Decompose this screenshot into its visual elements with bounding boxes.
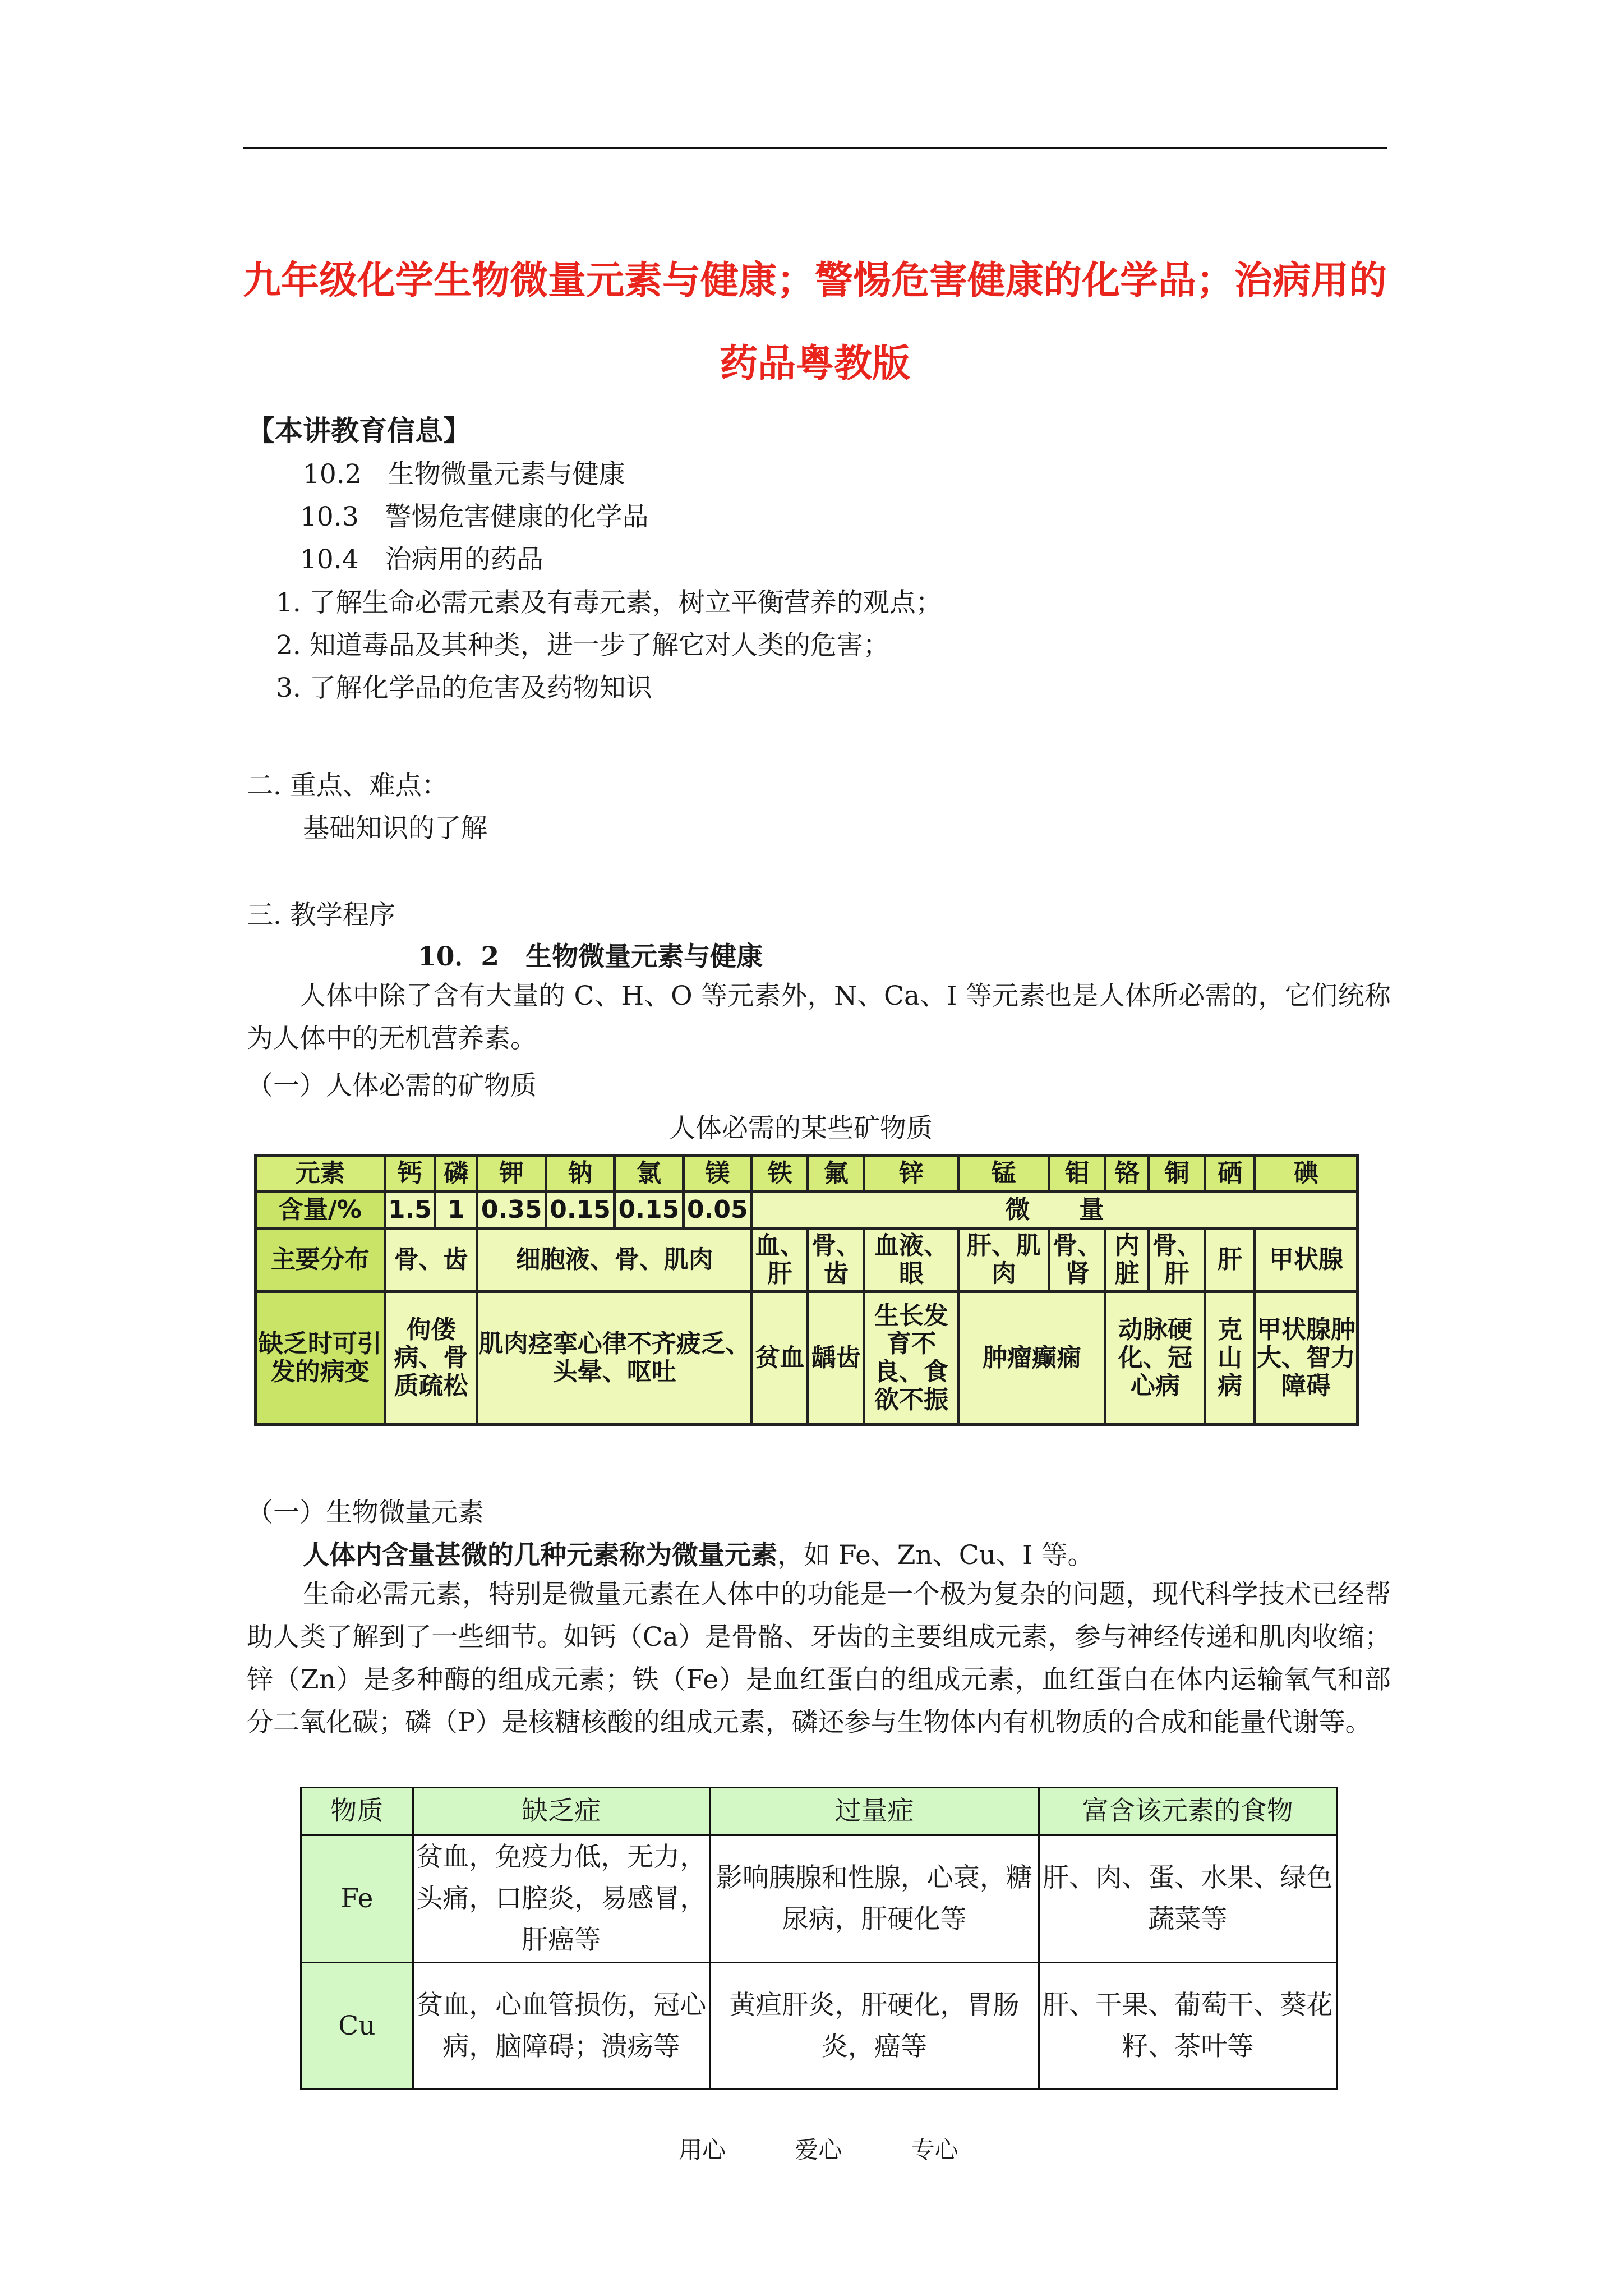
trace-definition-bold: 人体内含量甚微的几种元素称为微量元素: [303, 1540, 777, 1571]
topic-item: 10.3 警惕危害健康的化学品: [300, 501, 649, 532]
element-cell: 氟: [808, 1156, 864, 1192]
disease-cell: 生长发育不良、食欲不振: [864, 1292, 958, 1425]
deficiency-cell: 贫血，心血管损伤，冠心病，脑障碍；溃疡等: [413, 1963, 709, 2090]
footer-item: 用心: [679, 2136, 726, 2164]
excess-cell: 黄疸肝炎，肝硬化，胃肠炎，癌等: [709, 1963, 1039, 2090]
deficiency-cell: 贫血，免疫力低，无力，头痛，口腔炎，易感冒，肝癌等: [413, 1835, 709, 1963]
content-cell: 0.35: [477, 1192, 546, 1228]
distribution-cell: 肝、肌肉: [958, 1228, 1049, 1292]
element-cell: 碘: [1255, 1156, 1357, 1192]
goal-item: 2. 知道毒品及其种类，进一步了解它对人类的危害；: [276, 630, 889, 661]
footer-item: 爱心: [795, 2136, 842, 2164]
mineral-table: [254, 1154, 1359, 1426]
trace-definition: [303, 1539, 1094, 1572]
element-cell: 铬: [1105, 1156, 1149, 1192]
element-cell: 钼: [1049, 1156, 1105, 1192]
element-cell: 钙: [385, 1156, 435, 1192]
intro-paragraph: 人体中除了含有大量的 C、H、O 等元素外，N、Ca、I 等元素也是人体所必需的，它们统称为人体中的无机营养素。: [247, 981, 1391, 1054]
distribution-cell: 甲状腺: [1255, 1228, 1357, 1292]
distribution-cell: 骨、齿: [385, 1228, 477, 1292]
distribution-cell: 细胞液、骨、肌肉: [477, 1228, 752, 1292]
disease-label: 缺乏时可引发的病变: [256, 1292, 385, 1425]
mineral-header-label: 元素: [256, 1156, 385, 1192]
page-title-line-2: 药品粤教版: [719, 341, 910, 386]
distribution-label: 主要分布: [256, 1228, 385, 1292]
content-cell: 0.15: [615, 1192, 683, 1228]
content-cell: 1: [435, 1192, 477, 1228]
nutrient-element-cell: Cu: [301, 1963, 413, 2090]
nutrient-element-cell: Fe: [301, 1835, 413, 1963]
disease-cell: 佝偻病、骨质疏松: [385, 1292, 477, 1425]
disease-cell: 贫血: [752, 1292, 808, 1425]
header-rule: [243, 147, 1387, 149]
mineral-table-caption: 人体必需的某些矿物质: [669, 1113, 933, 1144]
disease-cell: 甲状腺肿大、智力障碍: [1255, 1292, 1357, 1425]
distribution-cell: 血液、眼: [864, 1228, 958, 1292]
topic-item: 10.2 生物微量元素与健康: [303, 459, 625, 490]
key-points-body: 基础知识的了解: [303, 813, 487, 844]
element-cell: 镁: [683, 1156, 751, 1192]
sub-heading-trace: （一）生物微量元素: [247, 1497, 484, 1528]
element-cell: 锰: [958, 1156, 1049, 1192]
nutrient-table: [300, 1787, 1338, 2090]
nutrient-header: 富含该元素的食物: [1039, 1788, 1336, 1835]
section-heading: 10．2 生物微量元素与健康: [418, 941, 763, 972]
disease-cell: 克山病: [1205, 1292, 1255, 1425]
element-cell: 铜: [1149, 1156, 1205, 1192]
disease-cell: 肌肉痉挛心律不齐疲乏、头晕、呕吐: [477, 1292, 752, 1425]
content-label: 含量/%: [256, 1192, 385, 1228]
distribution-cell: 骨、齿: [808, 1228, 864, 1292]
element-cell: 硒: [1205, 1156, 1255, 1192]
nutrient-header: 物质: [301, 1788, 413, 1835]
disease-cell: 肿瘤癫痫: [958, 1292, 1105, 1425]
element-cell: 钾: [477, 1156, 546, 1192]
goal-item: 3. 了解化学品的危害及药物知识: [276, 673, 652, 703]
foods-cell: 肝、肉、蛋、水果、绿色蔬菜等: [1039, 1835, 1336, 1963]
content-cell: 0.05: [683, 1192, 751, 1228]
trace-paragraph: 生命必需元素，特别是微量元素在人体中的功能是一个极为复杂的问题，现代科学技术已经帮助人类了解到了一些细节。如钙（Ca）是骨骼、牙齿的主要组成元素，参与神经传递和肌肉收缩；锌（Zn）是多种酶的组成元素；铁（Fe）是血红蛋白的组成元素，血红蛋白在体内运输氧气和部分二氧化碳；磷（P）是核糖核酸的组成元素，磷还参与生物体内有机物质的合成和能量代谢等。: [247, 1579, 1391, 1738]
content-cell: 0.15: [546, 1192, 614, 1228]
distribution-cell: 骨、肝: [1149, 1228, 1205, 1292]
sub-heading-minerals: （一）人体必需的矿物质: [247, 1070, 537, 1101]
page-title-line-1: 九年级化学生物微量元素与健康；警惕危害健康的化学品；治病用的: [243, 258, 1387, 303]
element-cell: 铁: [752, 1156, 808, 1192]
disease-cell: 龋齿: [808, 1292, 864, 1425]
element-cell: 磷: [435, 1156, 477, 1192]
footer-item: 专心: [911, 2136, 958, 2164]
foods-cell: 肝、干果、葡萄干、葵花籽、茶叶等: [1039, 1963, 1336, 2090]
section-header: 【本讲教育信息】: [247, 414, 471, 447]
element-cell: 钠: [546, 1156, 614, 1192]
procedure-heading: 三. 教学程序: [247, 900, 395, 931]
excess-cell: 影响胰腺和性腺，心衰，糖尿病，肝硬化等: [709, 1835, 1039, 1963]
page-footer: [679, 2136, 1020, 2164]
trace-definition-rest: ，如 Fe、Zn、Cu、I 等。: [777, 1540, 1094, 1571]
key-points-heading: 二. 重点、难点：: [247, 770, 448, 801]
nutrient-header: 过量症: [709, 1788, 1039, 1835]
distribution-cell: 肝: [1205, 1228, 1255, 1292]
trace-label: 微 量: [752, 1192, 1358, 1228]
element-cell: 氯: [615, 1156, 683, 1192]
distribution-cell: 内脏: [1105, 1228, 1149, 1292]
element-cell: 锌: [864, 1156, 958, 1192]
content-cell: 1.5: [385, 1192, 435, 1228]
goal-item: 1. 了解生命必需元素及有毒元素，树立平衡营养的观点；: [276, 587, 942, 618]
distribution-cell: 血、肝: [752, 1228, 808, 1292]
nutrient-header: 缺乏症: [413, 1788, 709, 1835]
topic-item: 10.4 治病用的药品: [300, 544, 543, 575]
distribution-cell: 骨、肾: [1049, 1228, 1105, 1292]
disease-cell: 动脉硬化、冠心病: [1105, 1292, 1205, 1425]
